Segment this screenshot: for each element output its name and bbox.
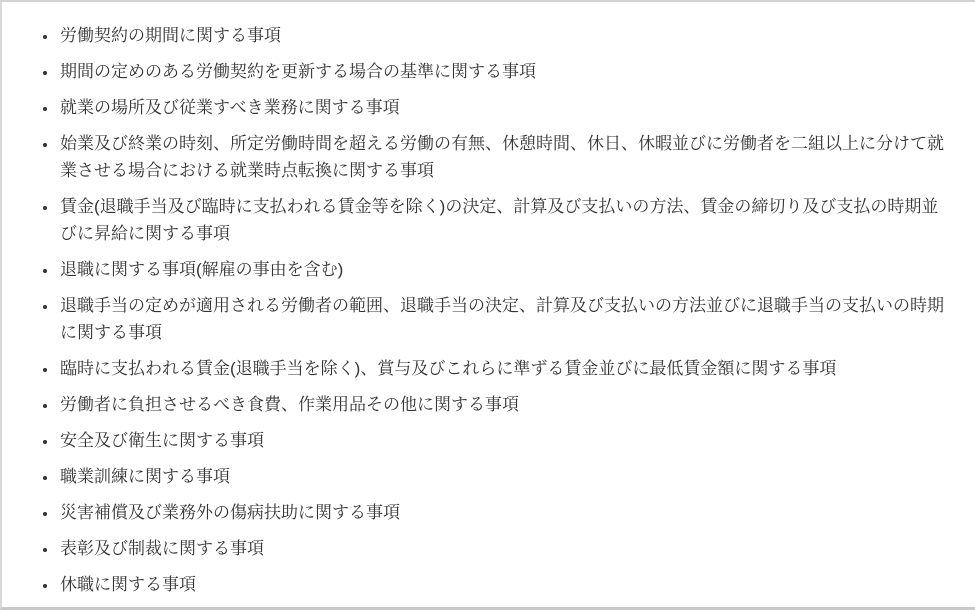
list-item: • 職業訓練に関する事項 [58,463,945,490]
list-item: • 退職手当の定めが適用される労働者の範囲、退職手当の決定、計算及び支払いの方法並びに退職手当の支払いの時期に関する事項 [58,292,945,346]
labor-conditions-list [22,22,945,598]
list-item: • 労働者に負担させるべき食費、作業用品その他に関する事項 [58,391,945,418]
list-item: • 安全及び衛生に関する事項 [58,427,945,454]
list-item: • 表彰及び制裁に関する事項 [58,535,945,562]
list-item: • 賃金(退職手当及び臨時に支払われる賃金等を除く)の決定、計算及び支払いの方法、賃金の締切り及び支払の時期並びに昇給に関する事項 [58,193,945,247]
list-item: • 退職に関する事項(解雇の事由を含む) [58,256,945,283]
list-item: • 災害補償及び業務外の傷病扶助に関する事項 [58,499,945,526]
list-item: • 就業の場所及び従業すべき業務に関する事項 [58,94,945,121]
list-item: • 始業及び終業の時刻、所定労働時間を超える労働の有無、休憩時間、休日、休暇並びに労働者を二組以上に分けて就業させる場合における就業時点転換に関する事項 [58,130,945,184]
list-item: • 臨時に支払われる賃金(退職手当を除く)、賞与及びこれらに準ずる賃金並びに最低賃金額に関する事項 [58,355,945,382]
list-item: • 休職に関する事項 [58,571,945,598]
list-item: • 労働契約の期間に関する事項 [58,22,945,49]
list-item: • 期間の定めのある労働契約を更新する場合の基準に関する事項 [58,58,945,85]
